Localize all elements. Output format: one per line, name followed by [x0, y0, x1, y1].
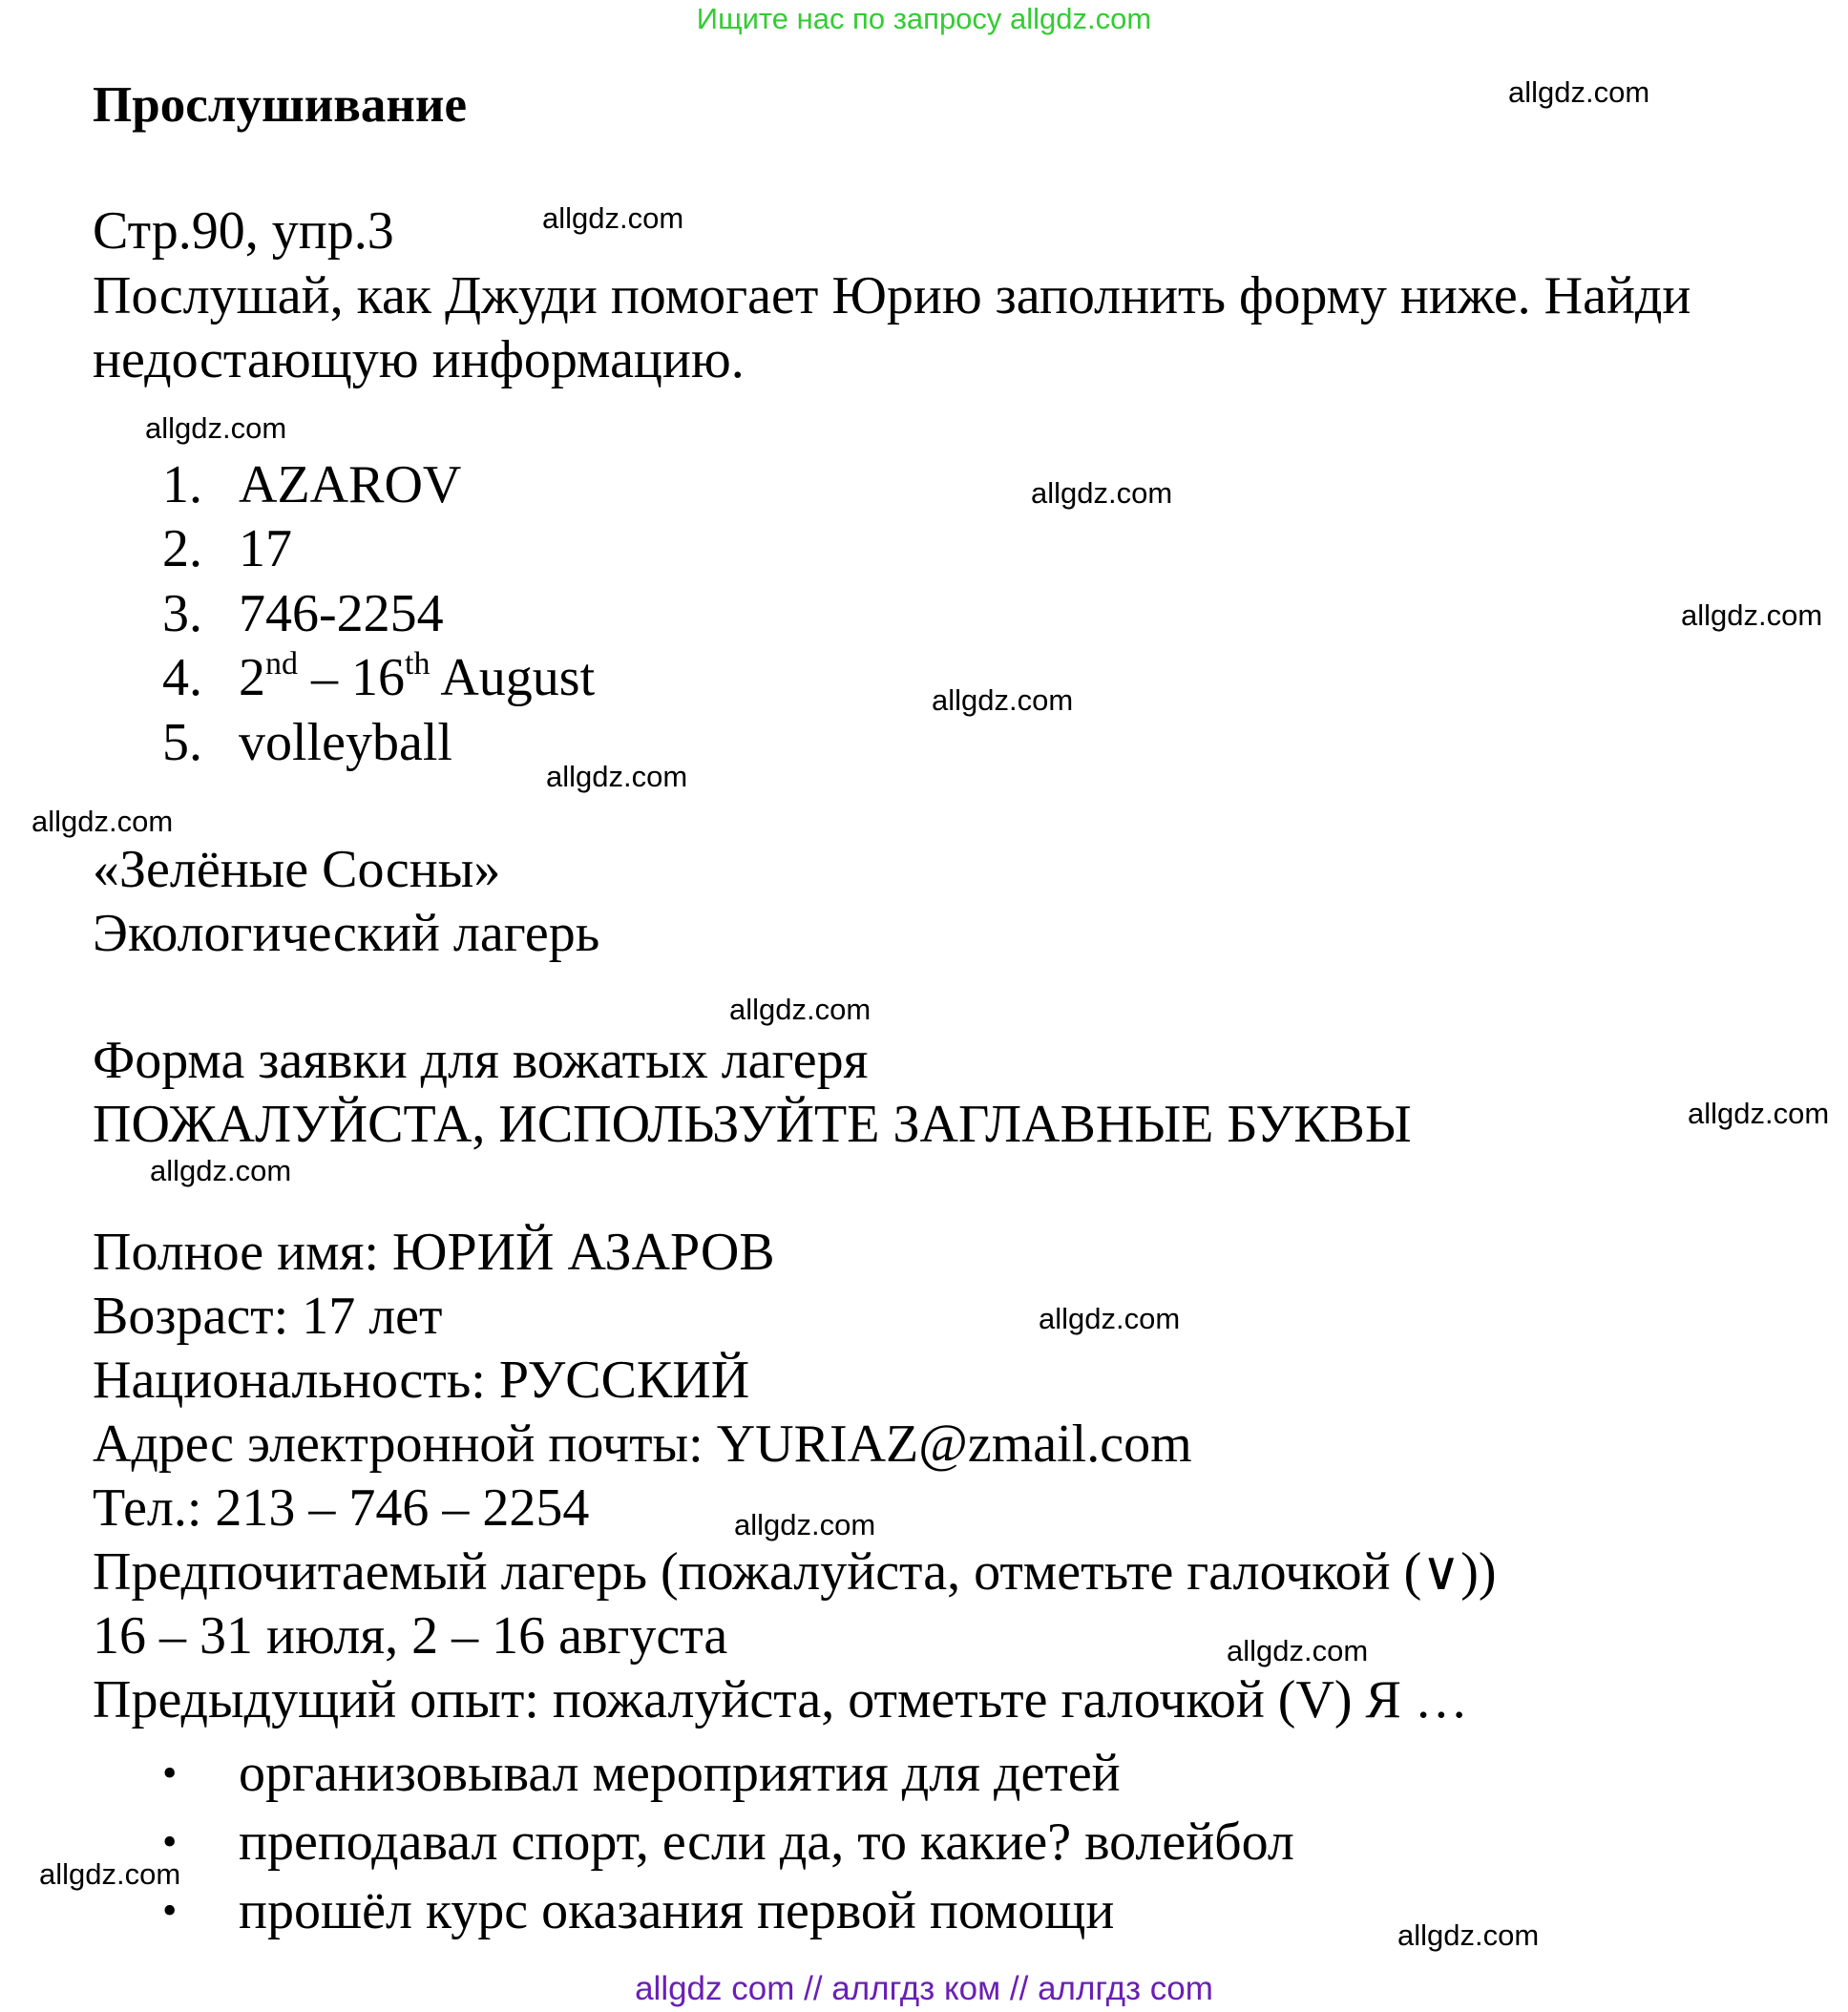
answer-item [162, 711, 595, 775]
list-item [162, 1876, 1294, 1945]
list-item [162, 1739, 1294, 1808]
watermark: allgdz.com [1688, 1097, 1830, 1130]
email-field: Адрес электронной почты: YURIAZ@zmail.com [93, 1415, 1192, 1474]
watermark: allgdz.com [1227, 1634, 1369, 1667]
ordinal-suffix: th [405, 646, 430, 682]
answer-item [162, 453, 595, 517]
watermark: allgdz.com [734, 1508, 876, 1541]
answer-date-start: 2 [239, 648, 265, 708]
bullet-icon: • [162, 1818, 178, 1865]
answer-text: volleyball [239, 712, 452, 772]
form-heading: Форма заявки для вожатых лагеря [93, 1031, 869, 1090]
preferred-camp-field: Предпочитаемый лагерь (пожалуйста, отметьте галочкой (∨)) [93, 1542, 1497, 1602]
answer-number: 2. [162, 519, 202, 579]
age-field: Возраст: 17 лет [93, 1287, 443, 1346]
experience-field: Предыдущий опыт: пожалуйста, отметьте галочкой (V) Я … [93, 1670, 1468, 1729]
bullet-icon: • [162, 1887, 178, 1934]
top-banner: Ищите нас по запросу allgdz.com [696, 2, 1152, 35]
answer-date-end: – 16 [298, 648, 405, 708]
answer-item [162, 517, 595, 581]
watermark: allgdz.com [145, 411, 287, 445]
page-title: Прослушивание [93, 77, 467, 133]
answer-number: 1. [162, 455, 202, 514]
watermark: allgdz.com [546, 760, 688, 793]
caps-note: ПОЖАЛУЙСТА, ИСПОЛЬЗУЙТЕ ЗАГЛАВНЫЕ БУКВЫ [93, 1095, 1412, 1154]
ordinal-suffix: nd [265, 646, 298, 682]
answer-item [162, 582, 595, 646]
watermark: allgdz.com [542, 201, 684, 235]
bullet-text: прошёл курс оказания первой помощи [239, 1881, 1115, 1940]
watermark: allgdz.com [729, 993, 872, 1026]
watermark: allgdz.com [1681, 598, 1823, 632]
bullet-text: организовывал мероприятия для детей [239, 1744, 1121, 1803]
experience-list [162, 1739, 1294, 1945]
bullet-text: преподавал спорт, если да, то какие? волейбол [239, 1813, 1294, 1872]
answer-number: 4. [162, 648, 202, 708]
camp-type: Экологический лагерь [93, 904, 600, 963]
nationality-field: Национальность: РУССКИЙ [93, 1351, 750, 1410]
answer-number: 5. [162, 712, 202, 772]
bullet-icon: • [162, 1750, 178, 1796]
answer-text: 17 [239, 519, 292, 579]
list-item [162, 1808, 1294, 1876]
instruction-line-2: недостающую информацию. [93, 330, 745, 389]
watermark: allgdz.com [1039, 1302, 1181, 1335]
answer-text: AZAROV [239, 455, 462, 514]
phone-field: Тел.: 213 – 746 – 2254 [93, 1478, 590, 1538]
dates-field: 16 – 31 июля, 2 – 16 августа [93, 1606, 728, 1666]
full-name-field: Полное имя: ЮРИЙ АЗАРОВ [93, 1223, 775, 1282]
watermark: allgdz.com [1397, 1918, 1540, 1952]
instruction-line-1: Послушай, как Джуди помогает Юрию заполнить форму ниже. Найди [93, 266, 1691, 325]
watermark: allgdz.com [150, 1154, 292, 1187]
exercise-ref: Стр.90, упр.3 [93, 201, 394, 261]
watermark: allgdz.com [39, 1857, 181, 1891]
footer-watermark: allgdz com // аллгдз ком // аллгдз com [635, 1970, 1213, 2007]
camp-name: «Зелёные Сосны» [93, 840, 501, 899]
answer-item [162, 646, 595, 710]
answer-month: August [430, 648, 596, 708]
watermark: allgdz.com [1508, 75, 1650, 109]
watermark: allgdz.com [1031, 476, 1173, 510]
answer-number: 3. [162, 583, 202, 643]
answer-list [162, 453, 595, 775]
watermark: allgdz.com [32, 805, 174, 838]
watermark: allgdz.com [932, 683, 1074, 717]
answer-text: 746-2254 [239, 583, 444, 643]
